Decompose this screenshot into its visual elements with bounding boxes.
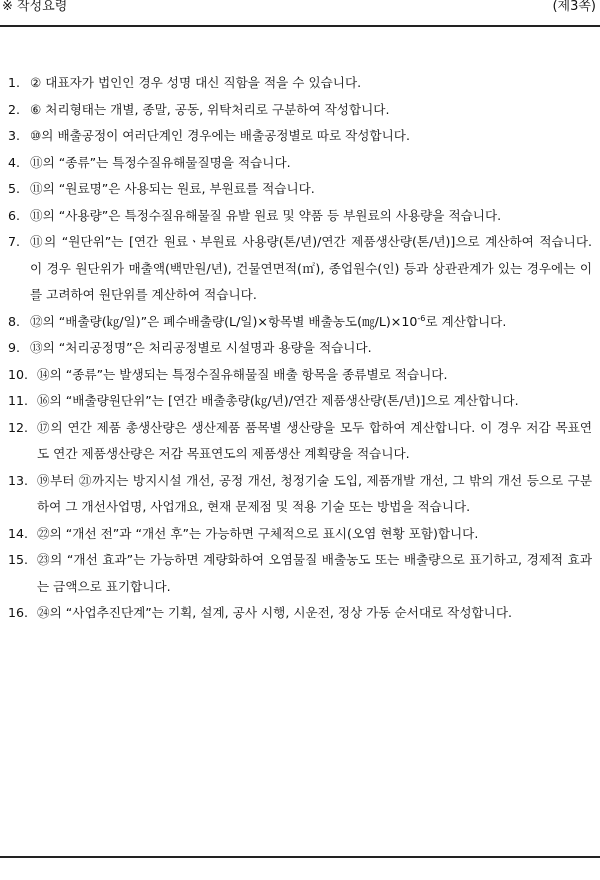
item-text-start: ⑫의 “배출량(㎏/일)”은 폐수배출량(L/일)×항목별 배출농도(㎎/L)×10 — [30, 313, 418, 329]
item-number: 6. — [8, 207, 21, 223]
item-text: ㉓의 “개선 효과”는 가능하면 계량화하여 오염물질 배출농도 또는 배출량으로 표기하고, 경제적 효과는 금액으로 표기합니다. — [37, 552, 592, 594]
item-text: ⑪의 “종류”는 특정수질유해물질명을 적습니다. — [30, 154, 291, 170]
item-text: ⑪의 “사용량”은 특정수질유해물질 유발 원료 및 약품 등 부원료의 사용량을 적습니다. — [30, 207, 502, 223]
list-item — [0, 70, 600, 97]
list-item — [0, 229, 600, 309]
item-text: ㉔의 “사업추진단계”는 기획, 설계, 공사 시행, 시운전, 정상 가동 순서대로 작성합니다. — [37, 605, 512, 620]
list-item — [0, 547, 600, 600]
list-item — [0, 388, 600, 415]
page-number: (제3쪽) — [552, 0, 596, 14]
instruction-list — [0, 70, 600, 627]
list-item — [0, 176, 600, 203]
item-number: 12. — [8, 419, 29, 435]
item-number: 13. — [8, 472, 29, 488]
item-number: 9. — [8, 340, 21, 355]
list-item — [0, 362, 600, 389]
list-item — [0, 123, 600, 150]
item-text: ⑩의 배출공정이 여러단계인 경우에는 배출공정별로 따로 작성합니다. — [30, 128, 410, 143]
item-number: 1. — [8, 75, 21, 90]
list-item — [0, 203, 600, 230]
list-item — [0, 468, 600, 521]
section-title: ※ 작성요령 — [2, 0, 68, 14]
item-text: ⑯의 “배출량원단위”는 [연간 배출총량(㎏/년)/연간 제품생산량(톤/년)]으로 계산합니다. — [37, 393, 519, 408]
item-text-end: 로 계산합니다. — [425, 313, 507, 329]
item-text: ⑪의 “원료명”은 사용되는 원료, 부원료를 적습니다. — [30, 181, 315, 196]
item-number: 7. — [8, 234, 21, 249]
item-text: ⑬의 “처리공정명”은 처리공정별로 시설명과 용량을 적습니다. — [30, 340, 372, 355]
list-item — [0, 600, 600, 627]
item-number: 11. — [8, 393, 29, 408]
item-text: ⑥ 처리형태는 개별, 종말, 공동, 위탁처리로 구분하여 작성합니다. — [30, 101, 390, 117]
list-item — [0, 415, 600, 468]
exponent: -6 — [417, 313, 426, 323]
page-header — [0, 0, 600, 27]
list-item — [0, 309, 600, 336]
list-item — [0, 521, 600, 548]
item-number: 5. — [8, 181, 21, 196]
list-item — [0, 97, 600, 124]
list-item — [0, 150, 600, 177]
bottom-divider — [0, 856, 600, 858]
list-item — [0, 335, 600, 362]
item-text: ② 대표자가 법인인 경우 성명 대신 직함을 적을 수 있습니다. — [30, 75, 362, 90]
item-text: ㉒의 “개선 전”과 “개선 후”는 가능하면 구체적으로 표시(오염 현황 포함)합니다. — [37, 525, 479, 541]
item-text: ⑰의 연간 제품 총생산량은 생산제품 품목별 생산량을 모두 합하여 계산합니다. 이 경우 저감 목표연도 연간 제품생산량은 저감 목표연도의 제품생산 계획량을 적습니다. — [37, 419, 592, 461]
item-text: ⑲부터 ㉑까지는 방지시설 개선, 공정 개선, 청정기술 도입, 제품개발 개선, 그 밖의 개선 등으로 구분하여 그 개선사업명, 사업개요, 현재 문제점 및 적용 기술 또는 방법을 적습니다. — [37, 472, 592, 514]
item-number: 3. — [8, 128, 21, 143]
item-number: 8. — [8, 313, 21, 329]
item-text: ⑭의 “종류”는 발생되는 특정수질유해물질 배출 항목을 종류별로 적습니다. — [37, 366, 448, 382]
item-number: 16. — [8, 605, 29, 620]
item-number: 2. — [8, 101, 21, 117]
item-number: 15. — [8, 552, 29, 567]
item-number: 10. — [8, 366, 29, 382]
item-text: ⑪의 “원단위”는 [연간 원료ㆍ부원료 사용량(톤/년)/연간 제품생산량(톤/년)]으로 계산하여 적습니다. 이 경우 원단위가 매출액(백만원/년), 건물연면적(㎡), 종업원수(인) 등과 상관관계가 있는 경우에는 이를 고려하여 원단위를 계산하여 적습니다. — [30, 234, 592, 302]
item-number: 4. — [8, 154, 21, 170]
item-number: 14. — [8, 525, 29, 541]
